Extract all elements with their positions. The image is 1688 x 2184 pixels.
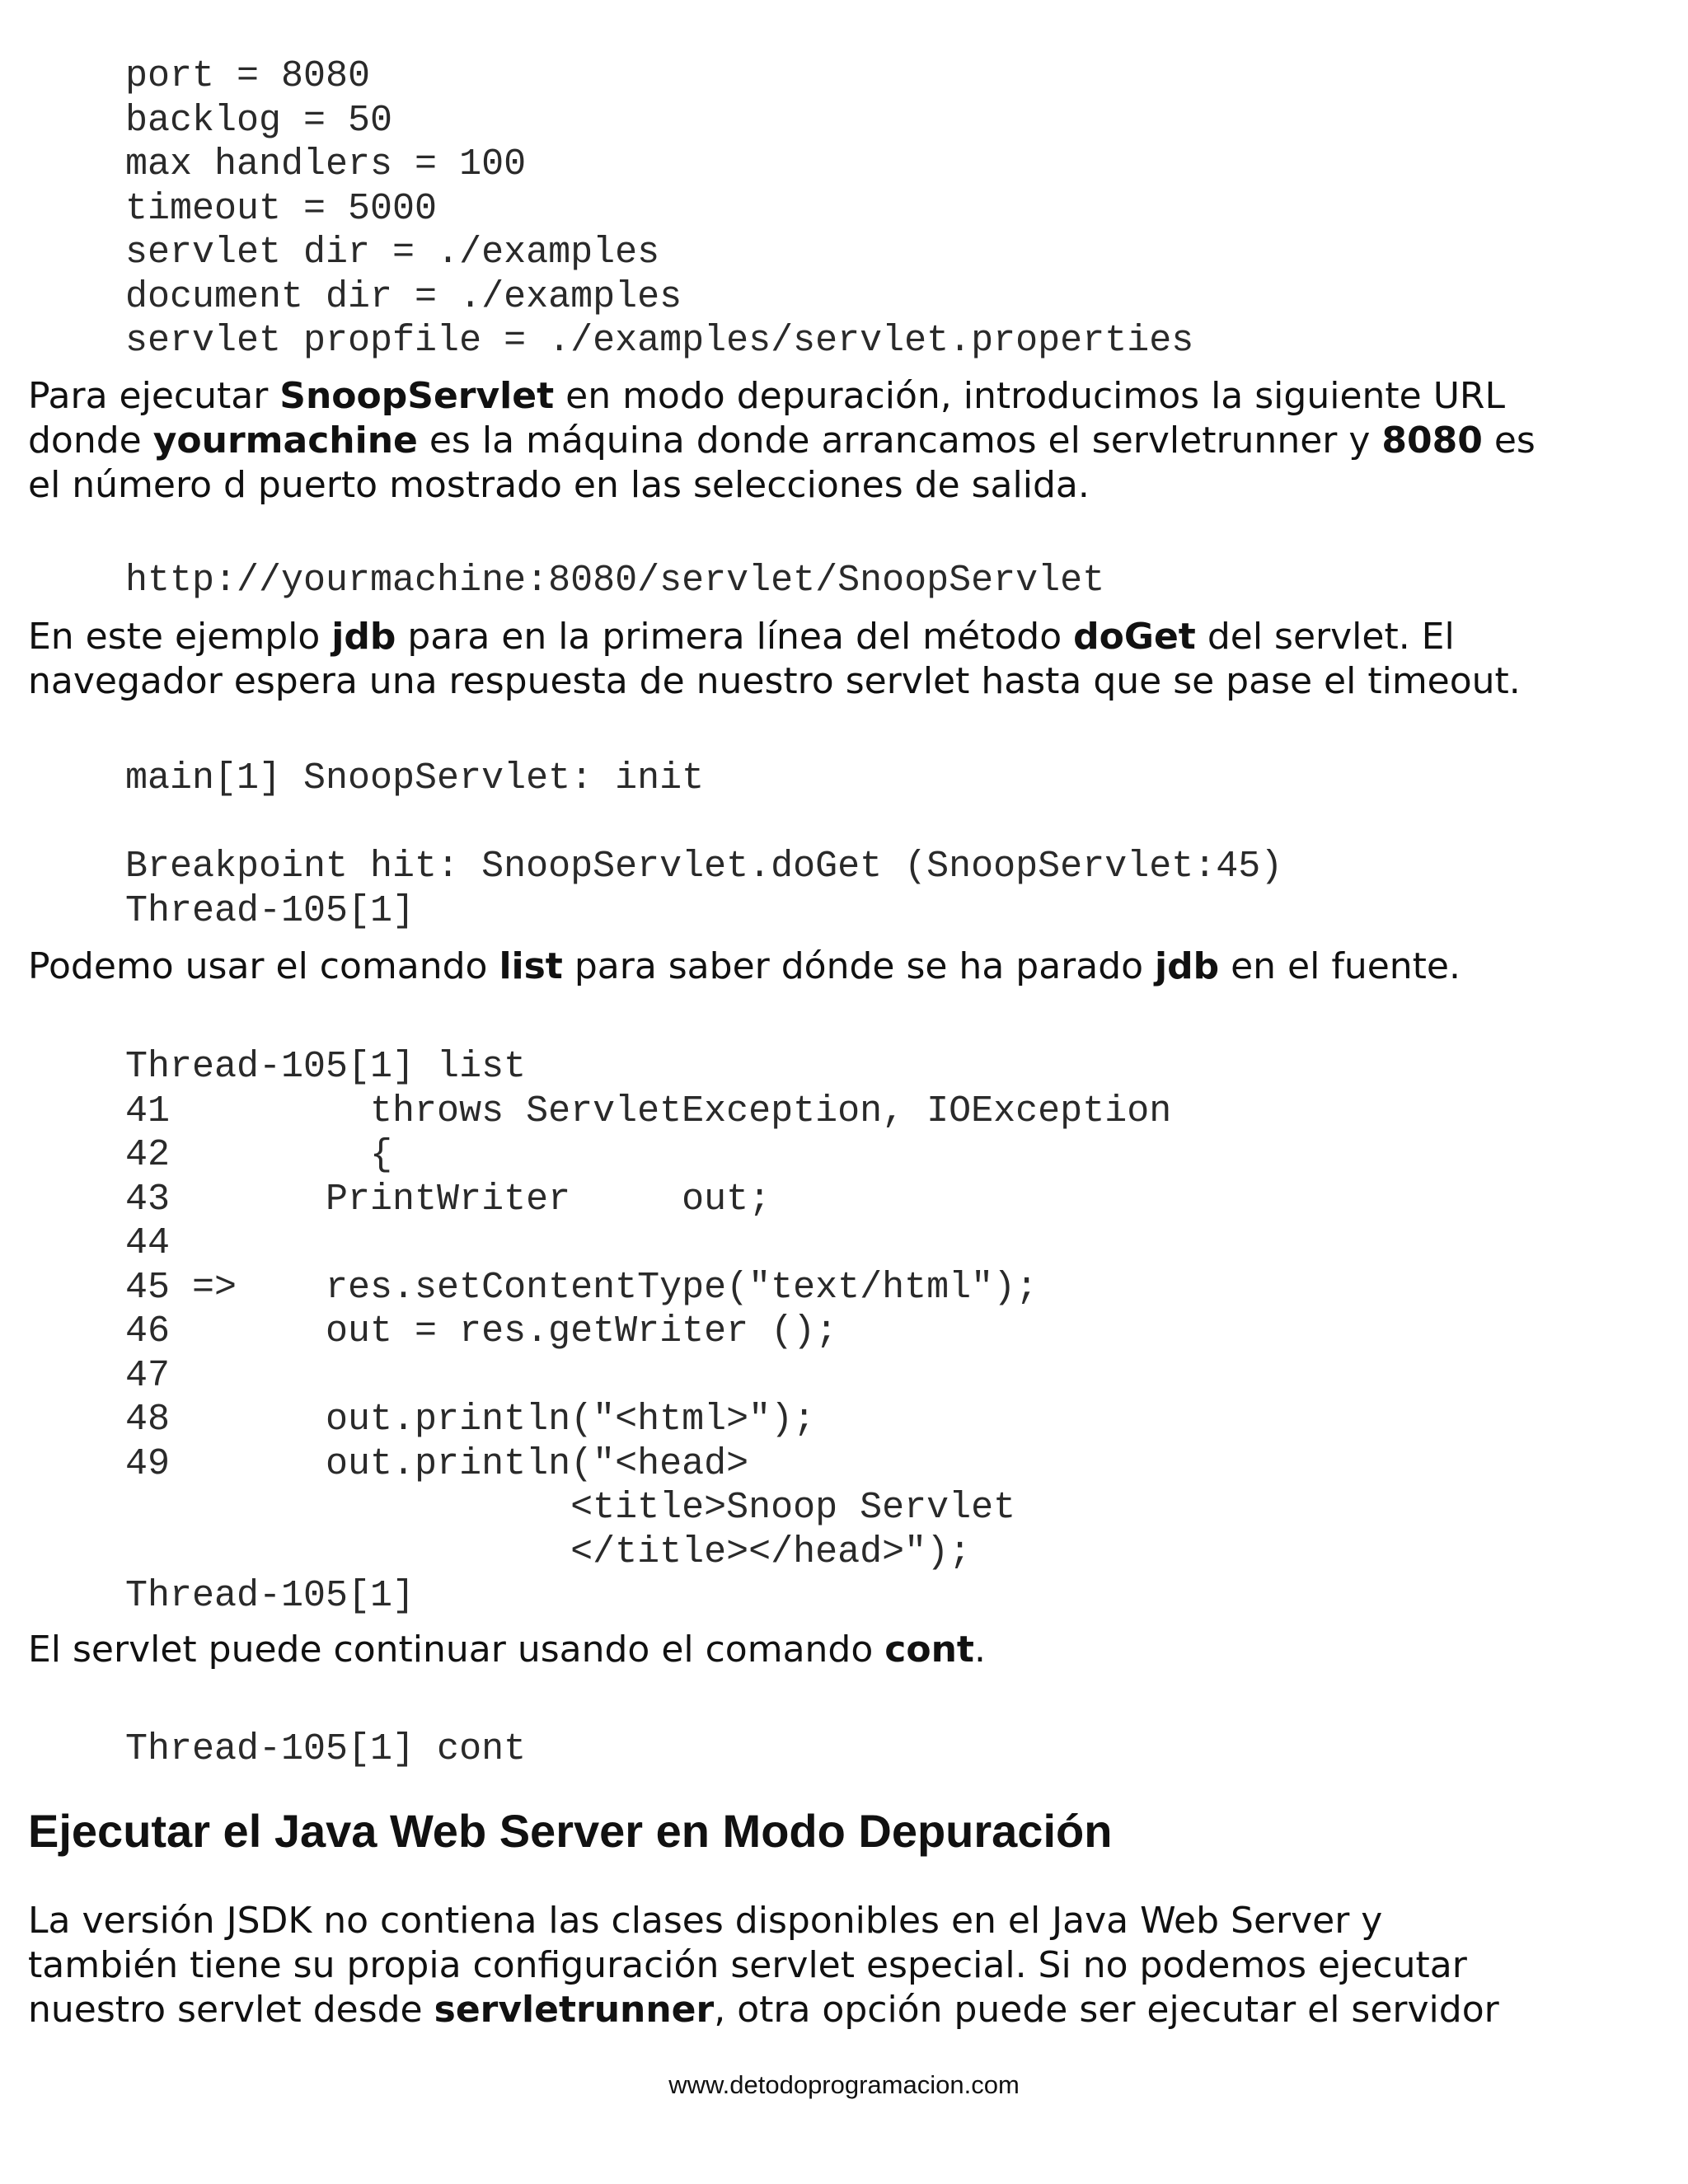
section-heading: Ejecutar el Java Web Server en Modo Depuración <box>28 1805 1113 1857</box>
paragraph-line: El servlet puede continuar usando el comando cont. <box>28 1629 986 1671</box>
code-block-list-output: Thread-105[1] list 41 throws ServletException, IOException 42 { 43 PrintWriter out; 44 45 => res.setContentType("text/html"); 46 out = res.getWriter (); 47 48 out.println("<html>"); 49 out.println("<head> <title>Snoop Servlet </title></head>"); Thread-105[1] <box>125 1046 1172 1617</box>
code-block-config: port = 8080 backlog = 50 max handlers = 100 timeout = 5000 servlet dir = ./examples document dir = ./examples servlet propfile = ./examples/servlet.properties <box>125 55 1194 362</box>
code-block-breakpoint: main[1] SnoopServlet: init Breakpoint hit: SnoopServlet.doGet (SnoopServlet:45) Thread-105[1] <box>125 757 1283 932</box>
code-block-cont: Thread-105[1] cont <box>125 1728 527 1770</box>
paragraph-list-command <box>28 944 1668 989</box>
paragraph-line: navegador espera una respuesta de nuestro servlet hasta que se pase el timeout. <box>28 660 1521 702</box>
paragraph-line: Podemo usar el comando list para saber dónde se ha parado jdb en el fuente. <box>28 945 1461 987</box>
paragraph-line: el número d puerto mostrado en las selecciones de salida. <box>28 464 1090 506</box>
paragraph-line: donde yourmachine es la máquina donde arrancamos el servletrunner y 8080 es <box>28 419 1536 462</box>
paragraph-line: también tiene su propia configuración servlet especial. Si no podemos ejecutar <box>28 1944 1467 1986</box>
paragraph-line: La versión JSDK no contiena las clases disponibles en el Java Web Server y <box>28 1900 1383 1942</box>
code-block-url: http://yourmachine:8080/servlet/SnoopServlet <box>125 560 1105 602</box>
paragraph-snoopservlet-debug <box>28 374 1668 508</box>
paragraph-line: En este ejemplo jdb para en la primera línea del método doGet del servlet. El <box>28 616 1455 658</box>
paragraph-jdb-doget <box>28 615 1668 704</box>
paragraph-cont-command <box>28 1628 1668 1672</box>
footer-url: www.detodoprogramacion.com <box>668 2070 1020 2099</box>
paragraph-java-web-server <box>28 1899 1668 2032</box>
paragraph-line: Para ejecutar SnoopServlet en modo depuración, introducimos la siguiente URL <box>28 375 1506 417</box>
paragraph-line: nuestro servlet desde servletrunner, otra opción puede ser ejecutar el servidor <box>28 1989 1499 2031</box>
